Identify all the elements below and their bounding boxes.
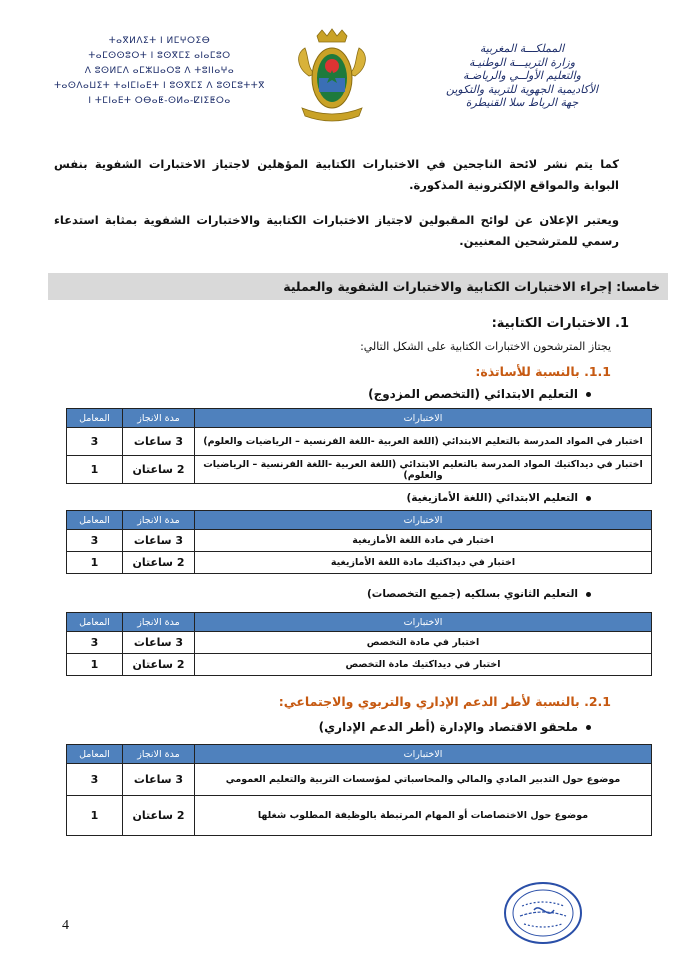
header-line: المملكـــة المغربية [479, 42, 565, 55]
coef-cell: 3 [67, 632, 123, 654]
bullet-icon [586, 725, 591, 730]
exams-header: الاختبارات [195, 745, 652, 764]
exam-cell: اختبار في ديداكتيك المواد المدرسة بالتعليم الابتدائي (اللغة العربية -اللغة الفرنسية – الرياضيات والعلوم) [195, 456, 652, 484]
header-line: جهة الرباط سلا القنيطرة [465, 96, 579, 109]
table-row [67, 654, 652, 676]
exams-header: الاختبارات [195, 409, 652, 428]
table-heading [368, 387, 591, 401]
exam-table-primary-dual [66, 408, 652, 484]
subsection-title: 1. الاختبارات الكتابية: [491, 316, 629, 331]
exam-cell: اختبار في المواد المدرسة بالتعليم الابتدائي (اللغة العربية -اللغة الفرنسية – الرياضيات والعلوم) [195, 428, 652, 456]
paragraph-convocation: ويعتبر الإعلان عن لوائح المقبولين لاجتياز الاختبارات الكتابية والاختبارات الشفوية بمثابة استدعاء رسمي للمترشحين المعنيين. [54, 213, 619, 248]
duration-header: مدة الانجاز [123, 745, 195, 764]
header-line: ⴷ ⵓⵙⵍⵎⴷ ⴰⵎⵣⵡⴰⵔⵓ ⴷ ⵜⵓⵏⵏⴰⵖⴰ [84, 66, 235, 76]
table-heading-text: التعليم الابتدائي (التخصص المزدوج) [368, 387, 578, 401]
coef-header: المعامل [67, 745, 123, 764]
section-title: خامسا: إجراء الاختبارات الكتابية والاختبارات الشفوية والعملية [48, 273, 668, 300]
header-line: وزارة التربيـــة الوطنيـة [468, 55, 576, 69]
exams-header: الاختبارات [195, 511, 652, 530]
coef-header: المعامل [67, 613, 123, 632]
exam-cell: اختبار في ديداكتيك مادة اللغة الأمازيغية [195, 552, 652, 574]
intro-text: يجتاز المترشحون الاختبارات الكتابية على الشكل التالي: [360, 340, 611, 353]
table-heading [319, 720, 591, 734]
table-row [67, 530, 652, 552]
teachers-subheading: 1.1. بالنسبة للأساتذة: [475, 364, 611, 379]
table-row [67, 796, 652, 836]
bullet-icon [586, 496, 591, 501]
header-line: ⵜⴰⴳⵍⴷⵉⵜ ⵏ ⵍⵎⵖⵔⵉⴱ [108, 36, 211, 46]
duration-cell: 2 ساعتان [123, 796, 195, 836]
bullet-icon [586, 392, 591, 397]
coef-header: المعامل [67, 409, 123, 428]
official-stamp-icon [502, 880, 584, 946]
header-line: ⵜⴰⵙⴷⴰⵡⵉⵜ ⵜⴰⵏⵎⵏⴰⴹⵜ ⵏ ⵓⵙⴳⵎⵉ ⴷ ⵓⵙⵎⵓⵜⵜⴳ [54, 81, 265, 91]
table-heading-text: ملحقو الاقتصاد والإدارة (أطر الدعم الإداري) [318, 720, 578, 734]
duration-cell: 3 ساعات [123, 428, 195, 456]
coef-cell: 1 [67, 654, 123, 676]
royal-emblem-icon [287, 28, 377, 128]
duration-header: مدة الانجاز [123, 409, 195, 428]
header-line: والتعليم الأولــي والرياضـة [463, 69, 581, 82]
exam-cell: موضوع حول الاختصاصات أو المهام المرتبطة بالوظيفة المطلوب شغلها [195, 796, 652, 836]
bullet-icon [586, 592, 591, 597]
coef-cell: 3 [67, 428, 123, 456]
header-line: الأكاديمية الجهوية للتربية والتكوين [445, 82, 599, 96]
coef-header: المعامل [67, 511, 123, 530]
header-line: ⵏ ⵜⵎⵏⴰⴹⵜ ⵔⴱⴰⵟ-ⵙⵍⴰ-ⵇⵏⵉⵟⵔⴰ [88, 96, 231, 106]
exam-cell: اختبار في ديداكتيك مادة التخصص [195, 654, 652, 676]
table-heading [406, 492, 591, 504]
coef-cell: 1 [67, 456, 123, 484]
duration-cell: 3 ساعات [123, 530, 195, 552]
table-row [67, 764, 652, 796]
ministry-header-arabic [407, 42, 637, 110]
table-row [67, 456, 652, 484]
exam-table-secondary [66, 612, 652, 676]
duration-cell: 3 ساعات [123, 632, 195, 654]
duration-cell: 2 ساعتان [123, 552, 195, 574]
duration-header: مدة الانجاز [123, 613, 195, 632]
coef-cell: 3 [67, 764, 123, 796]
paragraph-results: كما يتم نشر لائحة الناجحين في الاختبارات الكتابية المؤهلين لاجتياز الاختبارات الشفوية بنفس البوابة والمواقع الإلكترونية المذكورة. [54, 157, 619, 192]
exam-cell: اختبار في مادة التخصص [195, 632, 652, 654]
table-heading-text: التعليم الثانوي بسلكيه (جميع التخصصات) [366, 588, 578, 600]
exam-table-primary-amazigh [66, 510, 652, 574]
table-heading [367, 588, 591, 600]
coef-cell: 1 [67, 552, 123, 574]
exam-cell: اختبار في مادة اللغة الأمازيغية [195, 530, 652, 552]
table-row [67, 428, 652, 456]
exam-table-economy-admin [66, 744, 652, 836]
header-line: ⵜⴰⵎⵙⵙⵓⵔⵜ ⵏ ⵓⵙⴳⵎⵉ ⴰⵏⴰⵎⵓⵔ [88, 51, 231, 61]
admin-staff-subheading: 2.1. بالنسبة لأطر الدعم الإداري والتربوي والاجتماعي: [278, 694, 611, 709]
table-heading-text: التعليم الابتدائي (اللغة الأمازيغية) [406, 492, 578, 504]
duration-header: مدة الانجاز [123, 511, 195, 530]
duration-cell: 2 ساعتان [123, 654, 195, 676]
exams-header: الاختبارات [195, 613, 652, 632]
coef-cell: 1 [67, 796, 123, 836]
duration-cell: 2 ساعتان [123, 456, 195, 484]
page-number: 4 [62, 918, 69, 933]
ministry-header-tifinagh [42, 34, 277, 109]
coef-cell: 3 [67, 530, 123, 552]
table-row [67, 552, 652, 574]
exam-cell: موضوع حول التدبير المادي والمالي والمحاسباتي لمؤسسات التربية والتعليم العمومي [195, 764, 652, 796]
duration-cell: 3 ساعات [123, 764, 195, 796]
table-row [67, 632, 652, 654]
